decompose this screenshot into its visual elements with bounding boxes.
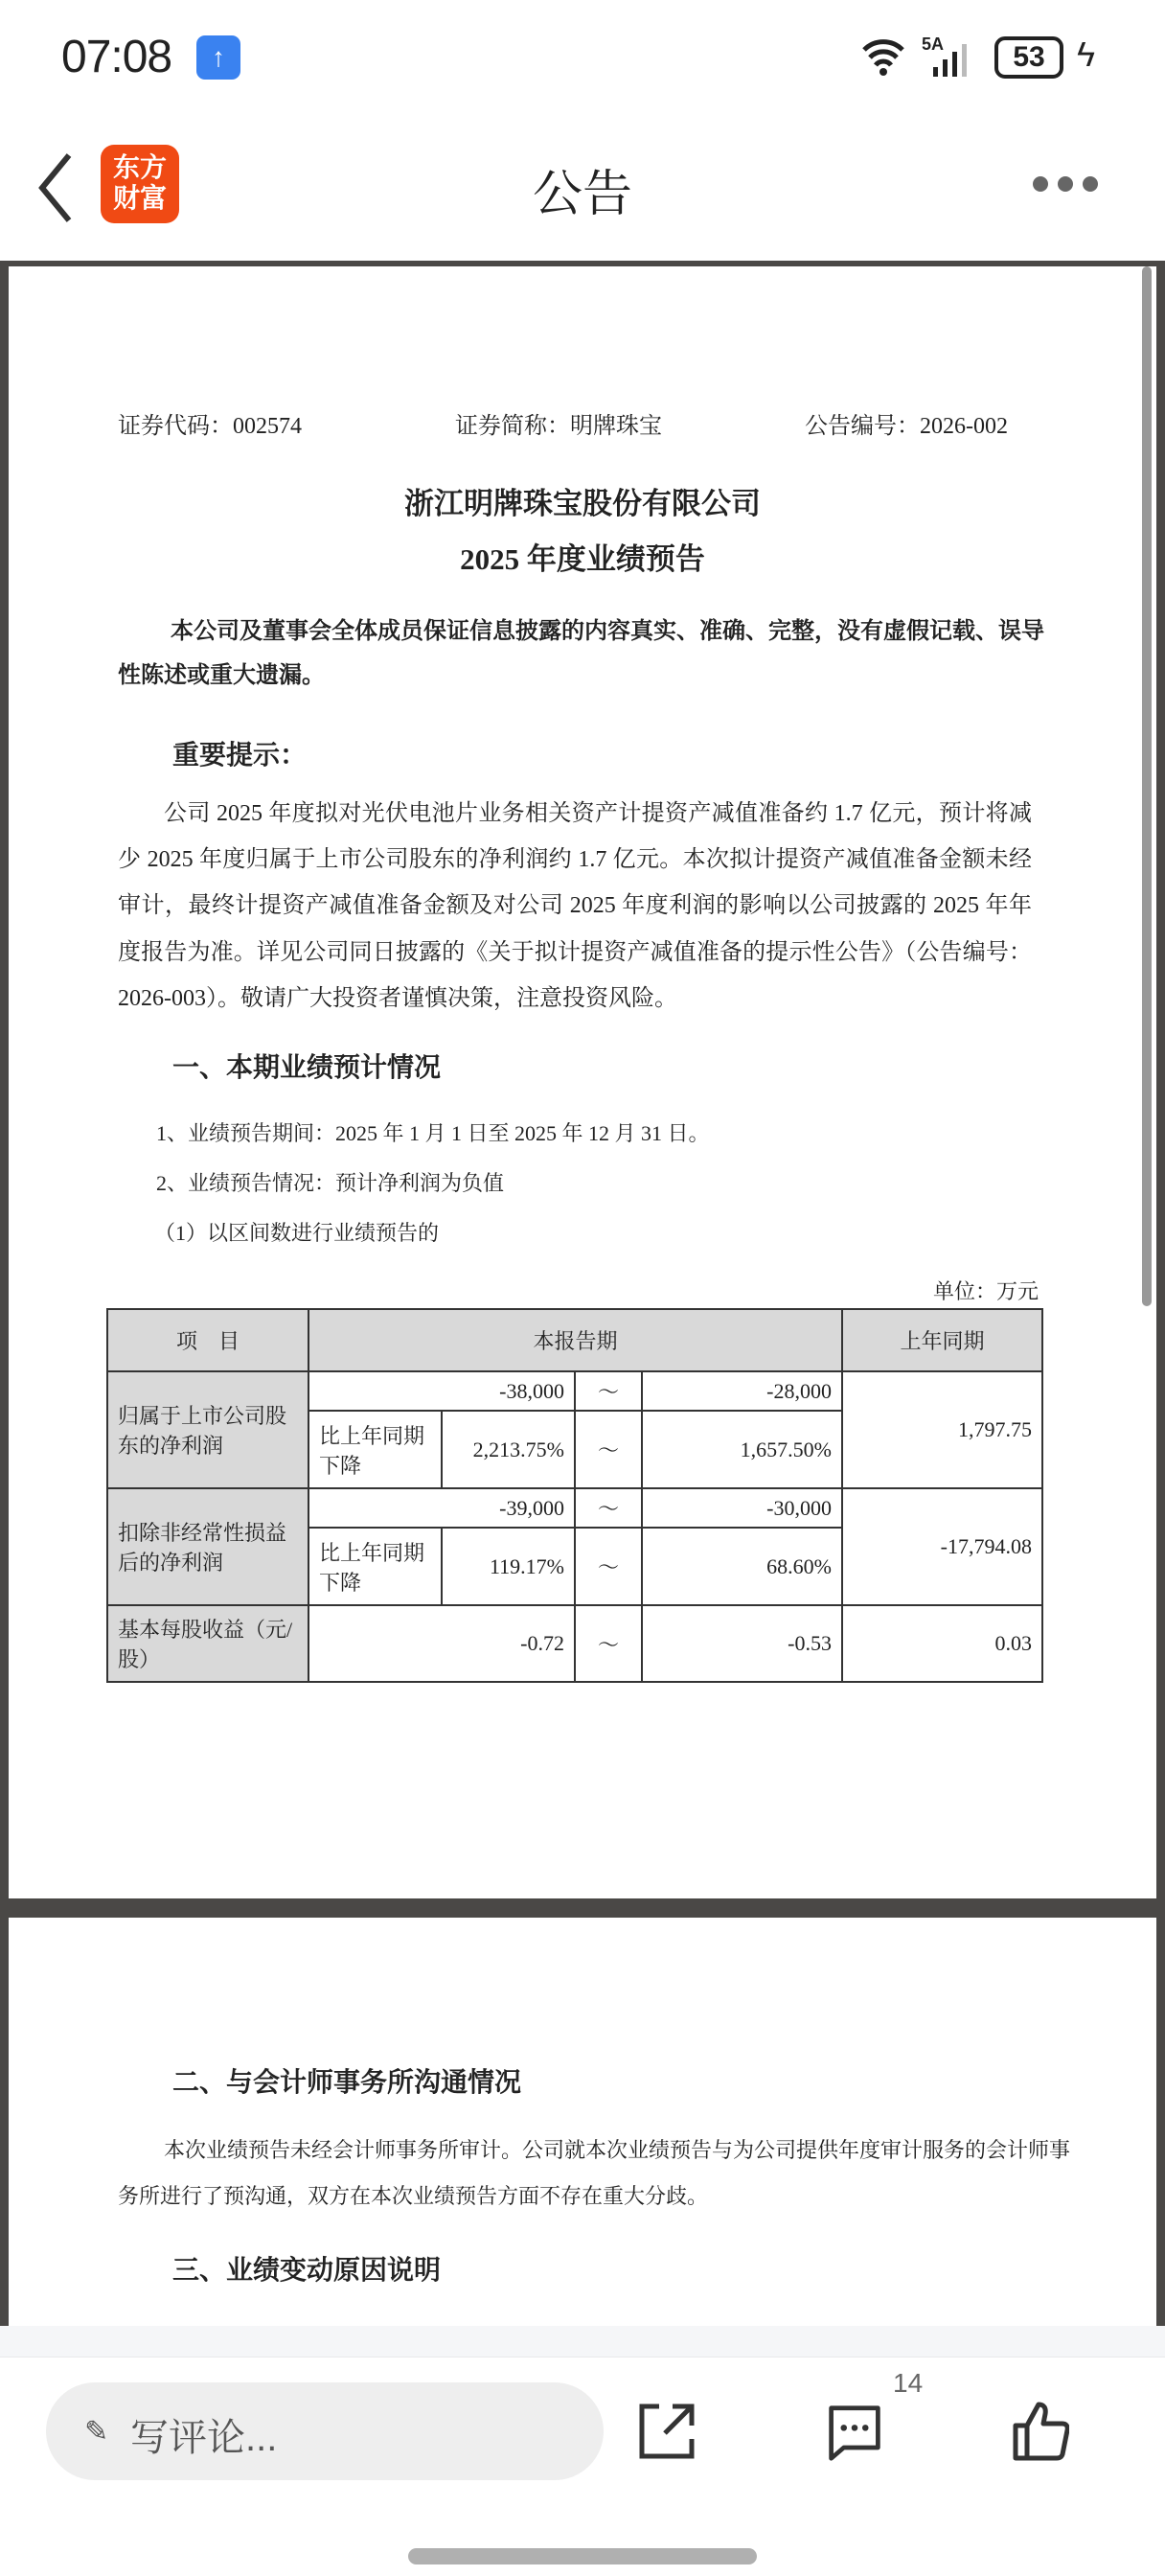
like-icon[interactable] xyxy=(1012,2399,1069,2462)
share-icon[interactable] xyxy=(638,2403,696,2460)
range-tilde: ～ xyxy=(575,1605,642,1682)
range-tilde: ～ xyxy=(575,1528,642,1605)
value-low: -0.72 xyxy=(308,1605,575,1682)
header-current: 本报告期 xyxy=(308,1309,842,1371)
statement-line: 本公司及董事会全体成员保证信息披露的内容真实、准确、完整，没有虚假记载、误导 xyxy=(171,619,1044,644)
table-row xyxy=(107,1605,1042,1682)
upload-notification-icon: ↑ xyxy=(196,35,240,80)
statement-line: 性陈述或重大遗漏。 xyxy=(118,663,325,688)
range-tilde: ～ xyxy=(575,1488,642,1528)
change-label: 比上年同期下降 xyxy=(308,1528,442,1605)
section-heading-2: 二、与会计师事务所沟通情况 xyxy=(172,2068,522,2098)
value-prior: 0.03 xyxy=(842,1605,1042,1682)
network-type: 5A xyxy=(922,34,945,54)
comment-input[interactable]: ✎ 写评论... xyxy=(46,2382,604,2480)
table-row xyxy=(107,1488,1042,1528)
section2-line: 务所进行了预沟通，双方在本次业绩预告方面不存在重大分歧。 xyxy=(118,2184,709,2208)
report-title: 2025 年度业绩预告 xyxy=(460,542,705,576)
wifi-icon xyxy=(860,34,906,77)
notice-heading: 重要提示： xyxy=(172,741,308,770)
change-low: 119.17% xyxy=(442,1528,575,1605)
page-title: 公告 xyxy=(532,167,632,222)
value-prior: -17,794.08 xyxy=(842,1488,1042,1605)
pencil-icon: ✎ xyxy=(84,2416,109,2448)
value-low: -39,000 xyxy=(308,1488,575,1528)
comment-icon[interactable] xyxy=(826,2404,883,2462)
change-low: 2,213.75% xyxy=(442,1411,575,1488)
header-item: 项 目 xyxy=(107,1309,308,1371)
section2-line: 本次业绩预告未经会计师事务所审计。公司就本次业绩预告与为公司提供年度审计服务的会计师事 xyxy=(164,2138,1071,2162)
pdf-page-1 xyxy=(9,266,1156,1898)
range-tilde: ～ xyxy=(575,1411,642,1488)
change-high: 1,657.50% xyxy=(642,1411,842,1488)
notice-line: 少 2025 年度归属于上市公司股东的净利润约 1.7 亿元。本次拟计提资产减值准备金额未经 xyxy=(118,847,1032,872)
security-code: 证券代码：002574 xyxy=(118,414,302,439)
forecast-item: 2、业绩预告情况：预计净利润为负值 xyxy=(156,1171,505,1195)
forecast-table xyxy=(106,1308,1043,1683)
change-high: 68.60% xyxy=(642,1528,842,1605)
change-label: 比上年同期下降 xyxy=(308,1411,442,1488)
notice-line: 公司 2025 年度拟对光伏电池片业务相关资产计提资产减值准备约 1.7 亿元，预计将减 xyxy=(164,801,1032,826)
value-high: -0.53 xyxy=(642,1605,842,1682)
bottom-bar xyxy=(0,2326,1165,2576)
pdf-viewer[interactable] xyxy=(0,261,1165,2326)
status-bar xyxy=(0,0,1165,115)
charging-icon: ϟ xyxy=(1077,34,1096,74)
range-tilde: ～ xyxy=(575,1371,642,1411)
home-indicator[interactable] xyxy=(408,2548,757,2564)
more-options-icon[interactable] xyxy=(1033,176,1109,196)
notice-line: 2026-003）。敬请广大投资者谨慎决策，注意投资风险。 xyxy=(118,986,677,1011)
security-short-name: 证券简称：明牌珠宝 xyxy=(455,414,662,439)
forecast-item: （1）以区间数进行业绩预告的 xyxy=(154,1221,440,1245)
section-heading-1: 一、本期业绩预计情况 xyxy=(172,1053,442,1083)
value-high: -30,000 xyxy=(642,1488,842,1528)
header-prior: 上年同期 xyxy=(842,1309,1042,1371)
row-label: 归属于上市公司股东的净利润 xyxy=(107,1371,308,1488)
notice-line: 审计，最终计提资产减值准备金额及对公司 2025 年度利润的影响以公司披露的 2025 年年 xyxy=(118,893,1032,918)
comment-count: 14 xyxy=(893,2368,924,2398)
pdf-page-2 xyxy=(9,1918,1156,2330)
eastmoney-logo: 东方 财富 xyxy=(101,145,179,223)
table-row xyxy=(107,1371,1042,1411)
value-prior: 1,797.75 xyxy=(842,1371,1042,1488)
signal-icon xyxy=(931,42,979,77)
scrollbar[interactable] xyxy=(1142,266,1152,1306)
value-high: -28,000 xyxy=(642,1371,842,1411)
row-label: 基本每股收益（元/股） xyxy=(107,1605,308,1682)
notice-line: 度报告为准。详见公司同日披露的《关于拟计提资产减值准备的提示性公告》（公告编号： xyxy=(118,940,1032,965)
unit-label: 单位：万元 xyxy=(932,1279,1039,1303)
value-low: -38,000 xyxy=(308,1371,575,1411)
forecast-item: 1、业绩预告期间：2025 年 1 月 1 日至 2025 年 12 月 31 日。 xyxy=(156,1121,710,1145)
table-header-row xyxy=(107,1309,1042,1371)
clock: 07:08 xyxy=(61,32,172,82)
company-name: 浙江明牌珠宝股份有限公司 xyxy=(404,487,761,520)
row-label: 扣除非经常性损益后的净利润 xyxy=(107,1488,308,1605)
battery-indicator: 53 xyxy=(994,36,1063,79)
nav-bar xyxy=(0,115,1165,261)
announcement-number: 公告编号：2026-002 xyxy=(805,414,1008,439)
section-heading-3: 三、业绩变动原因说明 xyxy=(172,2256,442,2286)
